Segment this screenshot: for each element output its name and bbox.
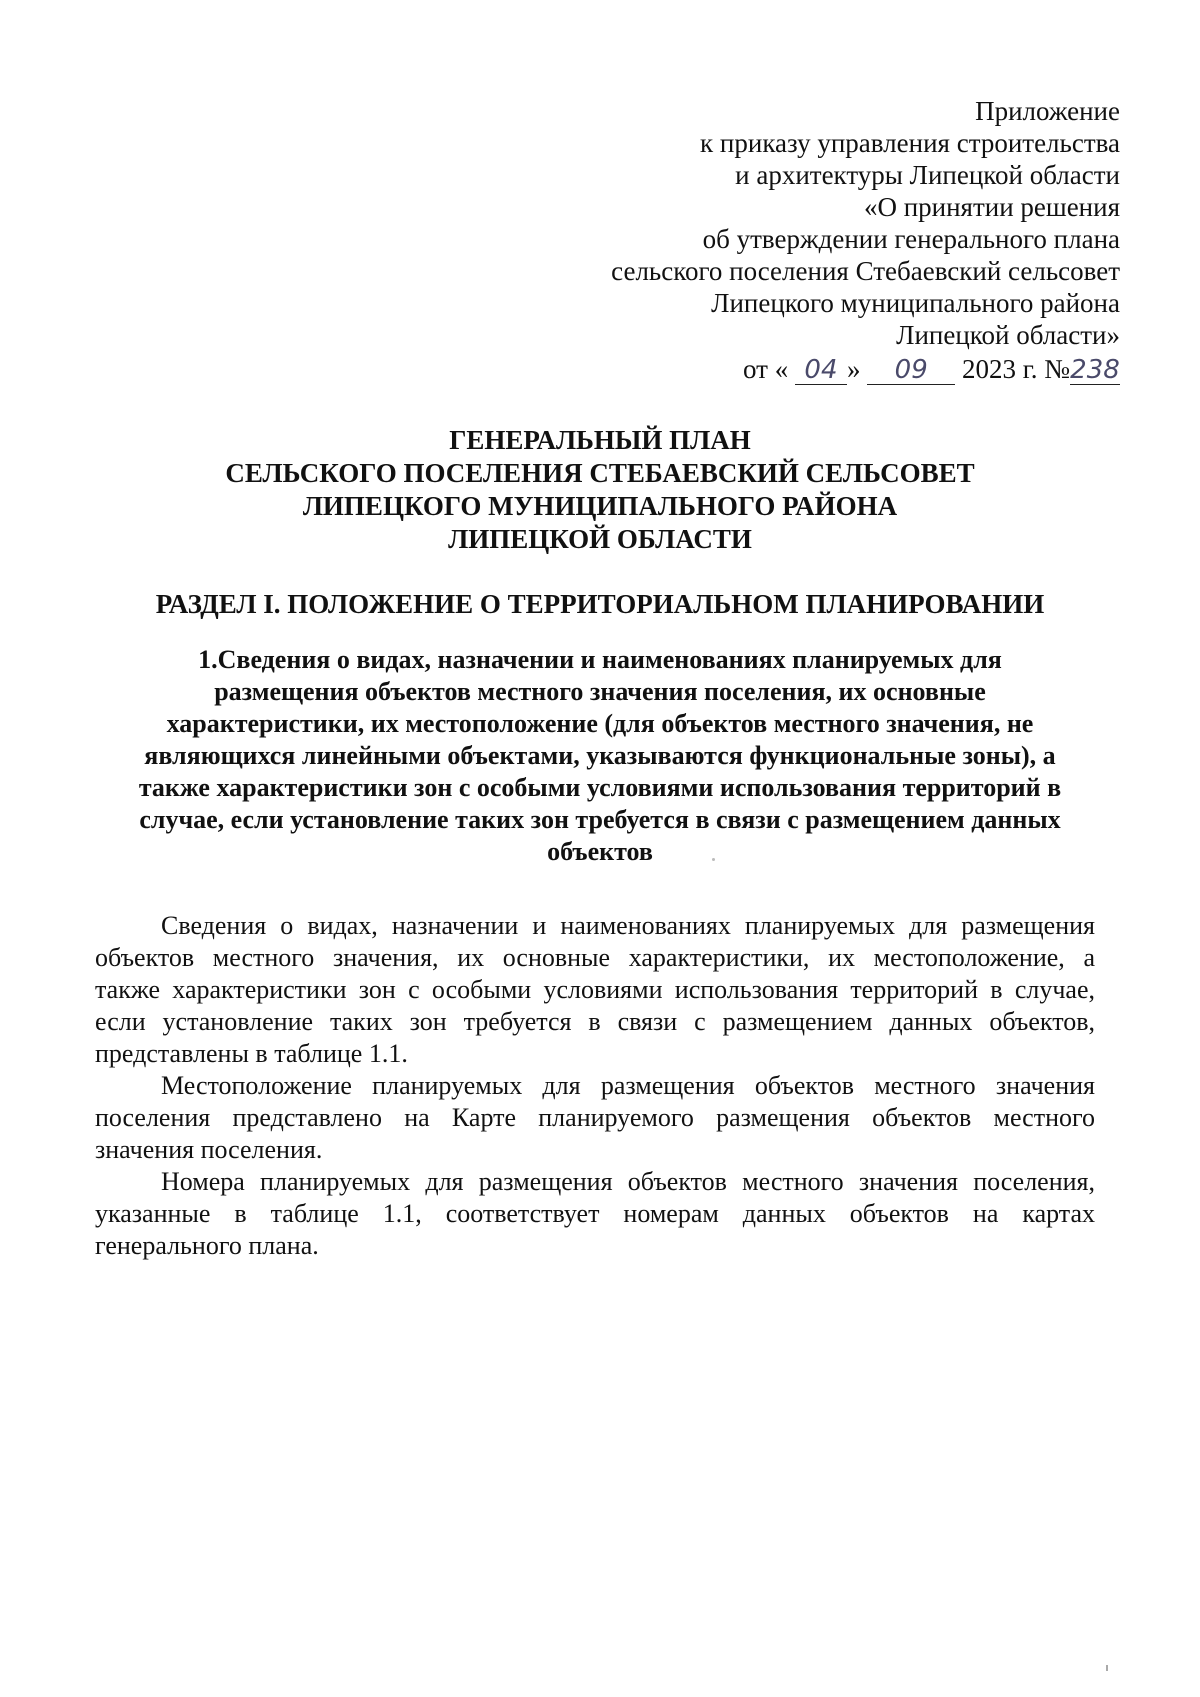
handwritten-month: 09 xyxy=(867,356,955,385)
paragraph-line: также характеристики зон с особыми условиями использования территорий в случае, xyxy=(95,975,1095,1004)
handwritten-day: 04 xyxy=(795,356,847,385)
subsection-line: объектов xyxy=(547,837,653,866)
scan-speck xyxy=(1106,1665,1108,1671)
appendix-line: Липецкой области» xyxy=(896,320,1120,350)
appendix-line: Приложение xyxy=(975,96,1120,126)
paragraph-1 xyxy=(95,910,1095,1070)
appendix-line: «О принятии решения xyxy=(863,192,1120,222)
paragraph-line: поселения представлено на Карте планируемого размещения объектов местного xyxy=(95,1103,1095,1132)
document-title xyxy=(100,424,1100,556)
paragraph-2 xyxy=(95,1070,1095,1166)
subsection-line: также характеристики зон с особыми условиями использования территорий в xyxy=(138,773,1062,802)
paragraph-line: генерального плана. xyxy=(95,1231,319,1260)
paragraph-line: если установление таких зон требуется в связи с размещением данных объектов, xyxy=(95,1007,1095,1036)
subsection-line: характеристики, их местоположение (для объектов местного значения, не xyxy=(166,709,1034,738)
appendix-line: и архитектуры Липецкой области xyxy=(735,160,1120,190)
scan-speck xyxy=(712,858,715,861)
paragraph-line: Сведения о видах, назначении и наименованиях планируемых для размещения xyxy=(161,911,1095,940)
subsection-line: размещения объектов местного значения поселения, их основные xyxy=(214,677,986,706)
section-heading: РАЗДЕЛ I. ПОЛОЖЕНИЕ О ТЕРРИТОРИАЛЬНОМ ПЛАНИРОВАНИИ xyxy=(155,589,1045,619)
appendix-line: сельского поселения Стебаевский сельсовет xyxy=(611,256,1120,286)
paragraph-line: Номера планируемых для размещения объектов местного значения поселения, xyxy=(161,1167,1095,1196)
body-text xyxy=(95,910,1095,1262)
subsection-line: 1.Сведения о видах, назначении и наименованиях планируемых для xyxy=(198,645,1002,674)
date-prefix: от « xyxy=(743,354,789,384)
title-line: ГЕНЕРАЛЬНЫЙ ПЛАН xyxy=(449,425,751,455)
title-line: ЛИПЕЦКОЙ ОБЛАСТИ xyxy=(448,524,752,554)
handwritten-order-number: 238 xyxy=(1070,355,1120,385)
paragraph-line: указанные в таблице 1.1, соответствует номерам данных объектов на картах xyxy=(95,1199,1095,1228)
appendix-block xyxy=(420,95,1120,385)
title-line: СЕЛЬСКОГО ПОСЕЛЕНИЯ СТЕБАЕВСКИЙ СЕЛЬСОВЕТ xyxy=(225,458,975,488)
title-line: ЛИПЕЦКОГО МУНИЦИПАЛЬНОГО РАЙОНА xyxy=(302,491,898,521)
paragraph-line: представлены в таблице 1.1. xyxy=(95,1039,408,1068)
appendix-line: Липецкого муниципального района xyxy=(711,288,1120,318)
subsection-line: случае, если установление таких зон требуется в связи с размещением данных xyxy=(139,805,1061,834)
paragraph-line: объектов местного значения, их основные характеристики, их местоположение, а xyxy=(95,943,1095,972)
appendix-line: к приказу управления строительства xyxy=(700,128,1120,158)
date-quote-close: » xyxy=(846,354,861,384)
paragraph-line: значения поселения. xyxy=(95,1135,323,1164)
appendix-line: об утверждении генерального плана xyxy=(702,224,1120,254)
subsection-heading xyxy=(120,644,1080,868)
subsection-line: являющихся линейными объектами, указываются функциональные зоны), а xyxy=(144,741,1056,770)
date-year: 2023 г. № xyxy=(961,354,1070,384)
order-date-line xyxy=(420,353,1120,385)
paragraph-line: Местоположение планируемых для размещения объектов местного значения xyxy=(161,1071,1095,1100)
paragraph-3 xyxy=(95,1166,1095,1262)
